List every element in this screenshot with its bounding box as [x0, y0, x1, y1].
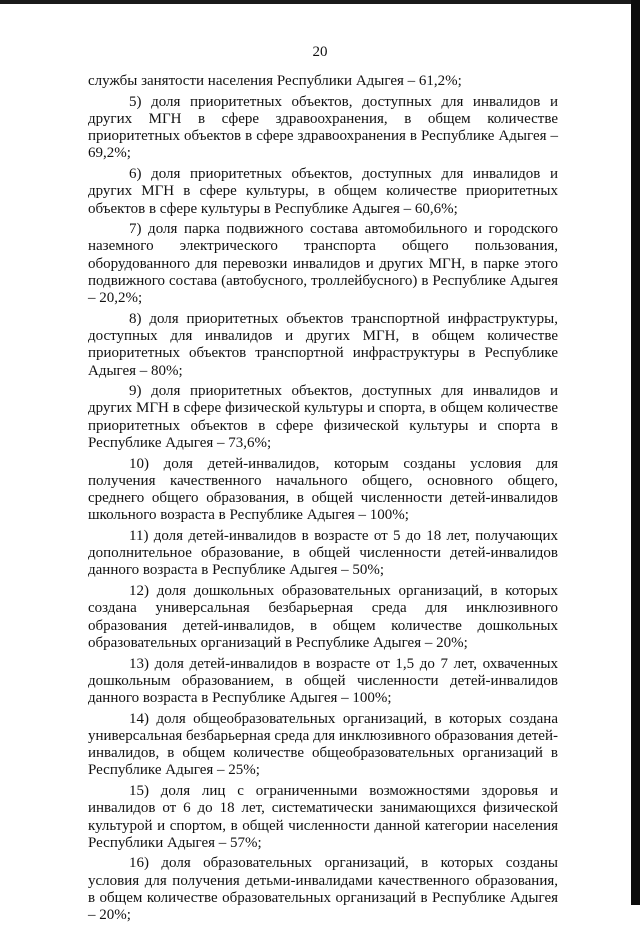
paragraph-item-8: 8) доля приоритетных объектов транспортной инфраструктуры, доступных для инвалидов и других МГН, в общем количестве приоритетных объектов транспортной инфраструктуры в Республике Адыгея – 80%; — [88, 310, 558, 379]
paragraph-item-9: 9) доля приоритетных объектов, доступных для инвалидов и других МГН в сфере физической культуры и спорта, в общем количестве приоритетных объектов в сфере физической культуры и спорта в Республике Адыгея – 73,6%; — [88, 383, 558, 451]
paragraph-item-13: 13) доля детей-инвалидов в возрасте от 1,5 до 7 лет, охваченных дошкольным образованием, в общей численности детей-инвалидов данного возраста в Республике Адыгея – 100%; — [88, 655, 558, 707]
page-number: 20 — [312, 44, 328, 60]
paragraph-item-6: 6) доля приоритетных объектов, доступных для инвалидов и других МГН в сфере культуры, в общем количестве приоритетных объектов в сфере культуры в Республике Адыгея – 60,6%; — [88, 166, 558, 217]
paragraph-item-11: 11) доля детей-инвалидов в возрасте от 5 до 18 лет, получающих дополнительное образование, в общей численности детей-инвалидов данного возраста в Республике Адыгея – 50%; — [88, 527, 558, 579]
scan-edge-right — [631, 0, 640, 905]
paragraph-item-16: 16) доля образовательных организаций, в которых созданы условия для получения детьми-инвалидами качественного образования, в общем количестве образовательных организаций в Республике Адыгея – 20%; — [88, 855, 558, 924]
paragraph-item-14: 14) доля общеобразовательных организаций, в которых создана универсальная безбарьерная среда для инклюзивного образования детей-инвалидов, в общем количестве общеобразовательных организаций в Республике Адыгея – 25%; — [88, 710, 558, 779]
paragraph-item-10: 10) доля детей-инвалидов, которым созданы условия для получения качественного начального общего, основного общего, среднего общего образования, в общей численности детей-инвалидов школьного возраста в Республике Адыгея – 100%; — [88, 455, 558, 524]
paragraph-item-12: 12) доля дошкольных образовательных организаций, в которых создана универсальная безбарьерная среда для инклюзивного образования детей-инвалидов, в общем количестве дошкольных образовательных организаций в Республике Адыгея – 20%; — [88, 583, 558, 651]
paragraph-item-15: 15) доля лиц с ограниченными возможностями здоровья и инвалидов от 6 до 18 лет, систематически занимающихся физической культурой и спортом, в общей численности данной категории населения Республики Адыгея – 57%; — [88, 783, 558, 851]
paragraph-item-7: 7) доля парка подвижного состава автомобильного и городского наземного электрического транспорта общего пользования, оборудованного для перевозки инвалидов и других МГН, в парке этого подвижного состава (автобусного, троллейбусного) в Республике Адыгея – 20,2%; — [88, 221, 558, 307]
paragraph-item-5: 5) доля приоритетных объектов, доступных для инвалидов и других МГН в сфере здравоохранения, в общем количестве приоритетных объектов в сфере здравоохранения в Республике Адыгея – 69,2%; — [88, 93, 558, 162]
scan-edge-top — [0, 0, 640, 4]
document-body — [88, 73, 558, 928]
paragraph-continuation: службы занятости населения Республики Адыгея – 61,2%; — [88, 73, 462, 89]
